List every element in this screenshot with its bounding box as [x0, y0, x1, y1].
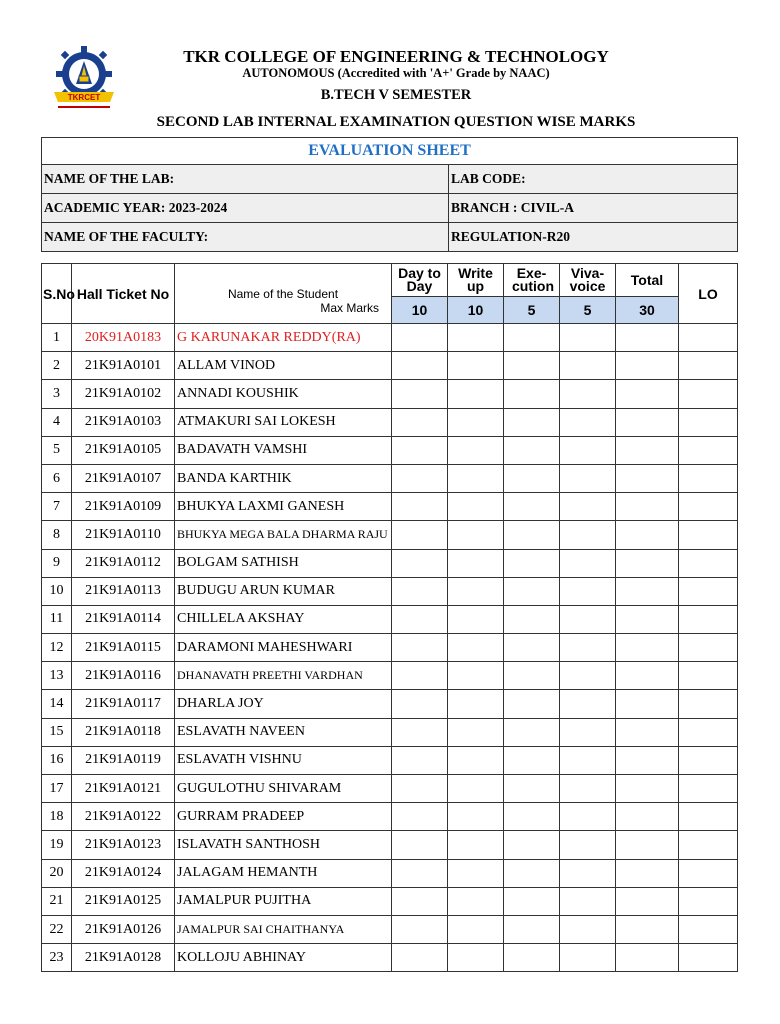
row-hall-ticket: 21K91A0119	[72, 746, 175, 774]
row-student-name: BANDA KARTHIK	[175, 464, 392, 492]
row-hall-ticket: 21K91A0107	[72, 464, 175, 492]
row-write-up-mark	[448, 831, 504, 859]
table-row	[42, 944, 738, 972]
row-hall-ticket: 21K91A0103	[72, 408, 175, 436]
row-hall-ticket: 21K91A0114	[72, 605, 175, 633]
row-lo-mark	[679, 831, 738, 859]
row-total-mark	[616, 775, 679, 803]
row-total-mark	[616, 521, 679, 549]
row-student-name: JALAGAM HEMANTH	[175, 859, 392, 887]
row-sno: 10	[42, 577, 72, 605]
row-student-name: DHARLA JOY	[175, 690, 392, 718]
row-write-up-mark	[448, 859, 504, 887]
row-viva-mark	[560, 605, 616, 633]
row-day-to-day-mark	[392, 464, 448, 492]
row-student-name: BHUKYA LAXMI GANESH	[175, 493, 392, 521]
table-row	[42, 803, 738, 831]
row-viva-mark	[560, 493, 616, 521]
row-write-up-mark	[448, 887, 504, 915]
row-lo-mark	[679, 380, 738, 408]
row-hall-ticket: 21K91A0126	[72, 915, 175, 943]
row-execution-mark	[504, 718, 560, 746]
row-sno: 23	[42, 944, 72, 972]
row-sno: 9	[42, 549, 72, 577]
row-write-up-mark	[448, 577, 504, 605]
row-write-up-mark	[448, 549, 504, 577]
row-execution-mark	[504, 944, 560, 972]
table-row	[42, 352, 738, 380]
row-viva-mark	[560, 380, 616, 408]
row-day-to-day-mark	[392, 915, 448, 943]
row-write-up-mark	[448, 436, 504, 464]
row-viva-mark	[560, 831, 616, 859]
row-execution-mark	[504, 549, 560, 577]
row-sno: 12	[42, 634, 72, 662]
row-write-up-mark	[448, 803, 504, 831]
row-hall-ticket: 21K91A0116	[72, 662, 175, 690]
row-student-name: GUGULOTHU SHIVARAM	[175, 775, 392, 803]
row-viva-mark	[560, 436, 616, 464]
row-lo-mark	[679, 887, 738, 915]
row-total-mark	[616, 803, 679, 831]
row-total-mark	[616, 464, 679, 492]
max-total: 30	[616, 297, 679, 324]
row-day-to-day-mark	[392, 352, 448, 380]
table-row	[42, 436, 738, 464]
row-student-name: ALLAM VINOD	[175, 352, 392, 380]
row-lo-mark	[679, 352, 738, 380]
row-hall-ticket: 21K91A0113	[72, 577, 175, 605]
row-hall-ticket: 21K91A0125	[72, 887, 175, 915]
row-total-mark	[616, 887, 679, 915]
branch: BRANCH : CIVIL-A	[449, 194, 738, 223]
row-viva-mark	[560, 718, 616, 746]
row-viva-mark	[560, 634, 616, 662]
row-viva-mark	[560, 775, 616, 803]
lab-name-label: NAME OF THE LAB:	[42, 165, 449, 194]
row-hall-ticket: 21K91A0105	[72, 436, 175, 464]
row-student-name: G KARUNAKAR REDDY(RA)	[175, 324, 392, 352]
col-name-cell	[175, 264, 392, 324]
row-total-mark	[616, 493, 679, 521]
row-viva-mark	[560, 690, 616, 718]
row-lo-mark	[679, 662, 738, 690]
row-student-name: JAMALPUR PUJITHA	[175, 887, 392, 915]
row-viva-mark	[560, 352, 616, 380]
row-student-name: ATMAKURI SAI LOKESH	[175, 408, 392, 436]
row-student-name: BADAVATH VAMSHI	[175, 436, 392, 464]
row-write-up-mark	[448, 380, 504, 408]
row-sno: 21	[42, 887, 72, 915]
table-row	[42, 775, 738, 803]
row-sno: 4	[42, 408, 72, 436]
row-viva-mark	[560, 803, 616, 831]
faculty-label: NAME OF THE FACULTY:	[42, 223, 449, 252]
table-row	[42, 493, 738, 521]
row-lo-mark	[679, 605, 738, 633]
row-day-to-day-mark	[392, 605, 448, 633]
row-hall-ticket: 21K91A0112	[72, 549, 175, 577]
row-viva-mark	[560, 549, 616, 577]
row-sno: 1	[42, 324, 72, 352]
marks-table	[41, 263, 738, 972]
row-day-to-day-mark	[392, 577, 448, 605]
row-write-up-mark	[448, 493, 504, 521]
row-execution-mark	[504, 634, 560, 662]
row-hall-ticket: 21K91A0102	[72, 380, 175, 408]
row-execution-mark	[504, 662, 560, 690]
row-lo-mark	[679, 436, 738, 464]
row-hall-ticket: 21K91A0124	[72, 859, 175, 887]
col-day-to-day: Day to Day	[392, 264, 448, 297]
evaluation-sheet-title: EVALUATION SHEET	[42, 138, 738, 165]
row-lo-mark	[679, 634, 738, 662]
row-day-to-day-mark	[392, 690, 448, 718]
row-day-to-day-mark	[392, 521, 448, 549]
table-row	[42, 521, 738, 549]
row-lo-mark	[679, 549, 738, 577]
semester: B.TECH V SEMESTER	[320, 87, 472, 103]
exam-title: SECOND LAB INTERNAL EXAMINATION QUESTION WISE MARKS	[156, 114, 636, 130]
row-sno: 13	[42, 662, 72, 690]
row-lo-mark	[679, 521, 738, 549]
row-sno: 19	[42, 831, 72, 859]
row-write-up-mark	[448, 944, 504, 972]
row-hall-ticket: 21K91A0123	[72, 831, 175, 859]
row-hall-ticket: 21K91A0115	[72, 634, 175, 662]
table-row	[42, 605, 738, 633]
col-viva: Viva-voice	[560, 264, 616, 297]
row-day-to-day-mark	[392, 324, 448, 352]
max-execution: 5	[504, 297, 560, 324]
row-student-name: ISLAVATH SANTHOSH	[175, 831, 392, 859]
row-student-name: KOLLOJU ABHINAY	[175, 944, 392, 972]
row-lo-mark	[679, 944, 738, 972]
row-execution-mark	[504, 746, 560, 774]
row-hall-ticket: 21K91A0117	[72, 690, 175, 718]
row-day-to-day-mark	[392, 408, 448, 436]
row-total-mark	[616, 859, 679, 887]
row-total-mark	[616, 605, 679, 633]
table-row	[42, 831, 738, 859]
row-lo-mark	[679, 775, 738, 803]
row-sno: 18	[42, 803, 72, 831]
row-total-mark	[616, 746, 679, 774]
col-sno: S.No	[42, 264, 72, 324]
accreditation: AUTONOMOUS (Accredited with 'A+' Grade by NAAC)	[242, 66, 550, 80]
table-row	[42, 718, 738, 746]
row-total-mark	[616, 662, 679, 690]
row-total-mark	[616, 549, 679, 577]
row-viva-mark	[560, 746, 616, 774]
row-viva-mark	[560, 577, 616, 605]
row-viva-mark	[560, 887, 616, 915]
regulation: REGULATION-R20	[449, 223, 738, 252]
col-write-up: Write up	[448, 264, 504, 297]
row-lo-mark	[679, 493, 738, 521]
row-student-name: GURRAM PRADEEP	[175, 803, 392, 831]
row-write-up-mark	[448, 662, 504, 690]
row-write-up-mark	[448, 464, 504, 492]
row-day-to-day-mark	[392, 775, 448, 803]
row-execution-mark	[504, 690, 560, 718]
college-name: TKR COLLEGE OF ENGINEERING & TECHNOLOGY	[183, 47, 609, 66]
row-lo-mark	[679, 746, 738, 774]
row-sno: 2	[42, 352, 72, 380]
row-execution-mark	[504, 803, 560, 831]
row-total-mark	[616, 690, 679, 718]
row-day-to-day-mark	[392, 549, 448, 577]
row-total-mark	[616, 577, 679, 605]
row-total-mark	[616, 380, 679, 408]
row-write-up-mark	[448, 408, 504, 436]
table-row	[42, 577, 738, 605]
row-write-up-mark	[448, 605, 504, 633]
row-viva-mark	[560, 859, 616, 887]
row-execution-mark	[504, 408, 560, 436]
row-viva-mark	[560, 324, 616, 352]
row-write-up-mark	[448, 718, 504, 746]
row-day-to-day-mark	[392, 944, 448, 972]
row-day-to-day-mark	[392, 718, 448, 746]
col-execution: Exe-cution	[504, 264, 560, 297]
row-lo-mark	[679, 915, 738, 943]
max-marks-label: Max Marks	[320, 300, 379, 315]
row-student-name: CHILLELA AKSHAY	[175, 605, 392, 633]
row-viva-mark	[560, 408, 616, 436]
row-sno: 20	[42, 859, 72, 887]
row-student-name: ESLAVATH VISHNU	[175, 746, 392, 774]
row-lo-mark	[679, 803, 738, 831]
row-viva-mark	[560, 464, 616, 492]
row-lo-mark	[679, 464, 738, 492]
row-day-to-day-mark	[392, 436, 448, 464]
row-total-mark	[616, 408, 679, 436]
col-hall-ticket: Hall Ticket No	[72, 264, 175, 324]
table-row	[42, 549, 738, 577]
row-execution-mark	[504, 859, 560, 887]
row-student-name: ANNADI KOUSHIK	[175, 380, 392, 408]
row-lo-mark	[679, 859, 738, 887]
row-lo-mark	[679, 718, 738, 746]
row-hall-ticket: 21K91A0101	[72, 352, 175, 380]
table-row	[42, 408, 738, 436]
row-execution-mark	[504, 436, 560, 464]
row-day-to-day-mark	[392, 380, 448, 408]
row-sno: 22	[42, 915, 72, 943]
table-row	[42, 464, 738, 492]
row-student-name: BHUKYA MEGA BALA DHARMA RAJU	[175, 521, 392, 549]
col-total: Total	[616, 264, 679, 297]
academic-year: ACADEMIC YEAR: 2023-2024	[42, 194, 449, 223]
row-total-mark	[616, 718, 679, 746]
row-execution-mark	[504, 887, 560, 915]
row-execution-mark	[504, 605, 560, 633]
row-day-to-day-mark	[392, 662, 448, 690]
lab-code-label: LAB CODE:	[449, 165, 738, 194]
row-hall-ticket: 21K91A0109	[72, 493, 175, 521]
row-lo-mark	[679, 577, 738, 605]
row-write-up-mark	[448, 521, 504, 549]
row-sno: 7	[42, 493, 72, 521]
row-sno: 8	[42, 521, 72, 549]
row-execution-mark	[504, 464, 560, 492]
table-row	[42, 887, 738, 915]
row-sno: 14	[42, 690, 72, 718]
row-hall-ticket: 21K91A0122	[72, 803, 175, 831]
row-execution-mark	[504, 915, 560, 943]
row-execution-mark	[504, 324, 560, 352]
row-day-to-day-mark	[392, 746, 448, 774]
row-total-mark	[616, 436, 679, 464]
row-execution-mark	[504, 493, 560, 521]
row-write-up-mark	[448, 634, 504, 662]
table-row	[42, 859, 738, 887]
row-sno: 15	[42, 718, 72, 746]
row-student-name: BUDUGU ARUN KUMAR	[175, 577, 392, 605]
row-sno: 16	[42, 746, 72, 774]
col-lo: LO	[679, 264, 738, 324]
row-total-mark	[616, 915, 679, 943]
row-day-to-day-mark	[392, 803, 448, 831]
row-sno: 6	[42, 464, 72, 492]
row-viva-mark	[560, 662, 616, 690]
row-execution-mark	[504, 577, 560, 605]
max-day-to-day: 10	[392, 297, 448, 324]
row-hall-ticket: 21K91A0118	[72, 718, 175, 746]
row-lo-mark	[679, 408, 738, 436]
row-sno: 5	[42, 436, 72, 464]
row-student-name: DARAMONI MAHESHWARI	[175, 634, 392, 662]
row-write-up-mark	[448, 746, 504, 774]
row-total-mark	[616, 831, 679, 859]
row-total-mark	[616, 352, 679, 380]
max-viva: 5	[560, 297, 616, 324]
row-sno: 11	[42, 605, 72, 633]
row-total-mark	[616, 324, 679, 352]
row-viva-mark	[560, 944, 616, 972]
row-lo-mark	[679, 690, 738, 718]
row-student-name: ESLAVATH NAVEEN	[175, 718, 392, 746]
row-execution-mark	[504, 831, 560, 859]
row-sno: 3	[42, 380, 72, 408]
row-execution-mark	[504, 521, 560, 549]
row-day-to-day-mark	[392, 887, 448, 915]
row-total-mark	[616, 944, 679, 972]
row-write-up-mark	[448, 775, 504, 803]
table-row	[42, 662, 738, 690]
row-execution-mark	[504, 352, 560, 380]
table-row	[42, 380, 738, 408]
col-name: Name of the Student	[227, 286, 339, 301]
row-hall-ticket: 21K91A0128	[72, 944, 175, 972]
row-hall-ticket: 21K91A0110	[72, 521, 175, 549]
row-day-to-day-mark	[392, 634, 448, 662]
row-total-mark	[616, 634, 679, 662]
row-day-to-day-mark	[392, 859, 448, 887]
row-write-up-mark	[448, 324, 504, 352]
table-row	[42, 915, 738, 943]
row-write-up-mark	[448, 352, 504, 380]
row-student-name: JAMALPUR SAI CHAITHANYA	[175, 915, 392, 943]
table-row	[42, 324, 738, 352]
row-hall-ticket: 21K91A0121	[72, 775, 175, 803]
info-table	[41, 137, 738, 252]
row-lo-mark	[679, 324, 738, 352]
row-student-name: DHANAVATH PREETHI VARDHAN	[175, 662, 392, 690]
row-viva-mark	[560, 915, 616, 943]
row-write-up-mark	[448, 915, 504, 943]
row-hall-ticket: 20K91A0183	[72, 324, 175, 352]
max-write-up: 10	[448, 297, 504, 324]
row-execution-mark	[504, 380, 560, 408]
row-write-up-mark	[448, 690, 504, 718]
row-day-to-day-mark	[392, 493, 448, 521]
table-row	[42, 690, 738, 718]
row-viva-mark	[560, 521, 616, 549]
row-day-to-day-mark	[392, 831, 448, 859]
row-student-name: BOLGAM SATHISH	[175, 549, 392, 577]
logo-text: TKRCET	[67, 93, 101, 102]
table-row	[42, 634, 738, 662]
row-execution-mark	[504, 775, 560, 803]
table-row	[42, 746, 738, 774]
row-sno: 17	[42, 775, 72, 803]
